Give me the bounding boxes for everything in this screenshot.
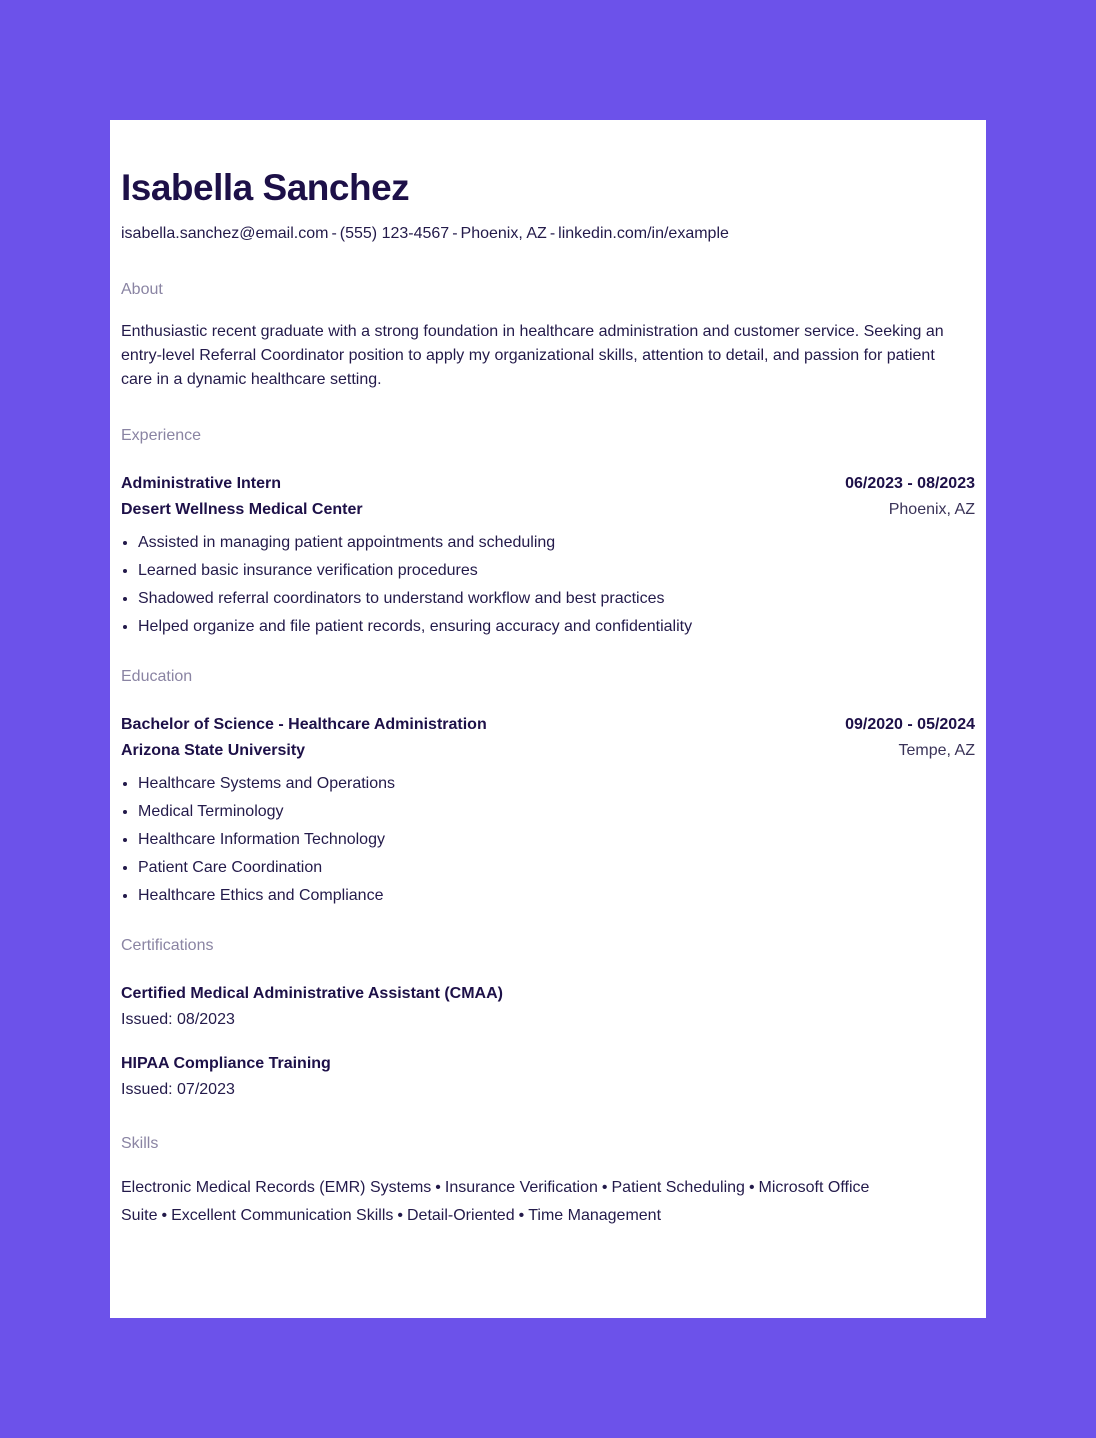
contact-separator: - [549,225,556,242]
contact-linkedin: linkedin.com/in/example [558,225,729,242]
experience-role: Administrative Intern [121,475,282,492]
skill-item: Electronic Medical Records (EMR) Systems [121,1179,432,1196]
skill-separator: • [748,1179,755,1196]
experience-dates: 06/2023 - 08/2023 [845,475,975,492]
contact-separator: - [331,225,337,242]
skill-separator: • [161,1207,168,1224]
contact-email: isabella.sanchez@email.com [121,225,329,242]
certification-issued: Issued: 07/2023 [121,1081,235,1098]
skills-list [121,1174,975,1230]
skill-separator: • [435,1179,441,1196]
skill-separator: • [397,1207,403,1224]
education-dates: 09/2020 - 05/2024 [845,716,975,733]
certification-issued: Issued: 08/2023 [121,1011,235,1028]
education-section-title: Education [121,668,193,685]
contact-line [121,224,975,244]
certification-entry [121,984,975,1030]
skill-separator: • [518,1207,525,1224]
list-item: • Patient Care Coordination [138,858,975,878]
experience-entry [121,474,975,637]
list-item: • Healthcare Systems and Operations [138,774,975,794]
experience-bullets [121,533,975,637]
list-item: • Healthcare Information Technology [138,830,975,850]
education-degree: Bachelor of Science - Healthcare Administration [121,716,487,733]
skill-item: Detail-Oriented [407,1207,515,1224]
list-item: • Healthcare Ethics and Compliance [138,886,975,906]
experience-location: Phoenix, AZ [888,501,975,518]
list-item: • Medical Terminology [138,802,975,822]
education-entry [121,715,975,906]
skill-item: Insurance Verification [444,1179,598,1196]
contact-phone: (555) 123-4567 [339,225,450,242]
candidate-name: Isabella Sanchez [121,167,410,208]
certification-entry [121,1054,975,1100]
contact-separator: - [452,225,458,242]
education-school: Arizona State University [121,742,306,759]
skills-section-title: Skills [121,1135,159,1152]
contact-location: Phoenix, AZ [460,225,547,242]
skill-item: Time Management [528,1207,662,1224]
experience-section-title: Experience [121,427,202,444]
skill-item: Excellent Communication Skills [171,1207,394,1224]
experience-organization: Desert Wellness Medical Center [121,501,363,518]
about-text: Enthusiastic recent graduate with a strong foundation in healthcare administration and customer service. Seeking an entry-level Referral Coordinator position to apply my organizational skills, attention to detail, and passion for patient care in a dynamic healthcare setting. [121,323,944,388]
skill-item: Patient Scheduling [611,1179,745,1196]
education-bullets [121,774,975,906]
list-item: • Helped organize and file patient records, ensuring accuracy and confidentiality [138,617,975,637]
education-location: Tempe, AZ [898,742,975,759]
skill-item: Microsoft Office Suite [121,1179,870,1224]
list-item: • Assisted in managing patient appointments and scheduling [138,533,975,553]
resume-page [110,120,986,1318]
certifications-section-title: Certifications [121,937,214,954]
about-section-title: About [121,281,163,298]
certification-name: Certified Medical Administrative Assistant (CMAA) [121,985,503,1002]
certification-name: HIPAA Compliance Training [121,1055,331,1072]
list-item: • Shadowed referral coordinators to understand workflow and best practices [138,589,975,609]
list-item: • Learned basic insurance verification procedures [138,561,975,581]
skill-separator: • [601,1179,608,1196]
